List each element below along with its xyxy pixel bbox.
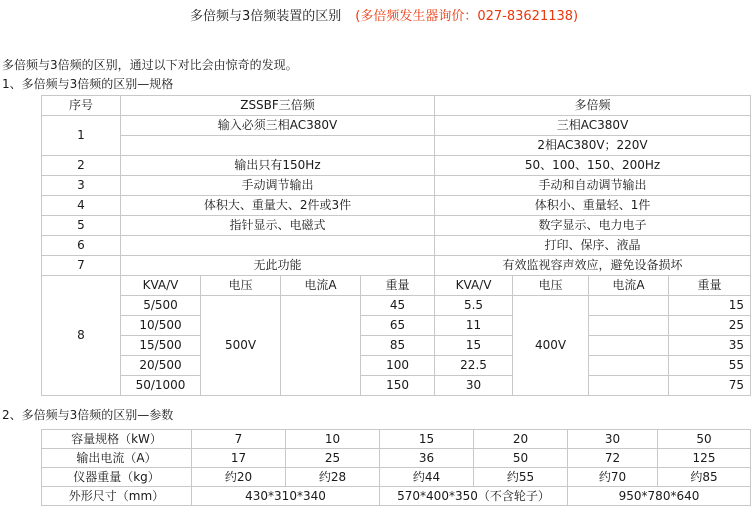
cell-weight: 100 [361,356,435,376]
table-row [42,256,751,276]
table-row [42,156,751,176]
row-no: 7 [42,256,121,276]
cell-kva: 5.5 [435,296,513,316]
cell-value: 10 [286,430,380,449]
cell-value: 约55 [474,468,568,487]
cell-dimension: 570*400*350（不含轮子） [380,487,568,506]
table-row [42,276,751,296]
cell-weight: 45 [361,296,435,316]
table-row [42,236,751,256]
row-no: 4 [42,196,121,216]
cell-value: 50 [474,449,568,468]
table-row [42,316,751,336]
cell-current-empty [589,376,669,396]
cell-triple: 体积大、重量大、2件或3件 [121,196,435,216]
cell-value: 72 [568,449,658,468]
table-row [42,376,751,396]
table-row [42,176,751,196]
row-no: 6 [42,236,121,256]
sub-header-voltage: 电压 [513,276,589,296]
table-row [42,336,751,356]
cell-kva: 15 [435,336,513,356]
cell-dimension: 430*310*340 [192,487,380,506]
cell-value: 7 [192,430,286,449]
spec-comparison-table [41,95,751,396]
table-row [42,136,751,156]
intro-text: 多倍频与3倍频的区别，通过以下对比会由惊奇的发现。 [2,58,298,72]
cell-triple: 手动调节输出 [121,176,435,196]
cell-value: 50 [658,430,751,449]
cell-kva: 10/500 [121,316,201,336]
cell-weight: 85 [361,336,435,356]
cell-triple-empty [121,136,435,156]
cell-multi: 打印、保序、液晶 [435,236,751,256]
table-row [42,296,751,316]
row-label: 外形尺寸（mm） [42,487,192,506]
col-header-triple: ZSSBF三倍频 [121,96,435,116]
cell-value: 17 [192,449,286,468]
cell-weight: 75 [669,376,751,396]
cell-kva: 50/1000 [121,376,201,396]
section2-heading: 2、多倍频与3倍频的区别—参数 [2,408,174,422]
cell-kva: 30 [435,376,513,396]
cell-kva: 11 [435,316,513,336]
cell-current-empty [589,336,669,356]
cell-value: 25 [286,449,380,468]
row-no: 1 [42,116,121,156]
cell-weight: 65 [361,316,435,336]
cell-kva: 5/500 [121,296,201,316]
title-text: 多倍频与3倍频装置的区别 [190,9,342,24]
cell-multi: 2相AC380V；220V [435,136,751,156]
inquiry-link[interactable]: (多倍频发生器询价：027-83621138) [355,9,579,24]
cell-value: 约28 [286,468,380,487]
parameter-table [41,429,751,506]
cell-dimension: 950*780*640 [568,487,751,506]
cell-current-empty [281,296,361,396]
cell-weight: 15 [669,296,751,316]
col-header-no: 序号 [42,96,121,116]
cell-value: 36 [380,449,474,468]
cell-multi: 体积小、重量轻、1件 [435,196,751,216]
cell-triple: 输入必须三相AC380V [121,116,435,136]
cell-kva: 15/500 [121,336,201,356]
row-label: 仪器重量（kg） [42,468,192,487]
cell-multi: 50、100、150、200Hz [435,156,751,176]
cell-multi: 有效监视容声效应，避免设备损坏 [435,256,751,276]
row-no: 2 [42,156,121,176]
table-row [42,116,751,136]
cell-value: 125 [658,449,751,468]
cell-value: 约70 [568,468,658,487]
sub-header-kva: KVA/V [435,276,513,296]
cell-weight: 35 [669,336,751,356]
cell-kva: 20/500 [121,356,201,376]
table-row [42,449,751,468]
cell-triple [121,236,435,256]
table-row [42,487,751,506]
cell-weight: 150 [361,376,435,396]
cell-value: 30 [568,430,658,449]
cell-voltage: 500V [201,296,281,396]
row-no: 3 [42,176,121,196]
cell-value: 约85 [658,468,751,487]
sub-header-current: 电流A [589,276,669,296]
table-header-row [42,96,751,116]
sub-header-weight: 重量 [361,276,435,296]
cell-multi: 手动和自动调节输出 [435,176,751,196]
cell-value: 约20 [192,468,286,487]
sub-header-kva: KVA/V [121,276,201,296]
sub-header-weight: 重量 [669,276,751,296]
row-label: 输出电流（A） [42,449,192,468]
cell-value: 约44 [380,468,474,487]
table-row [42,468,751,487]
cell-kva: 22.5 [435,356,513,376]
table-row [42,430,751,449]
cell-triple: 输出只有150Hz [121,156,435,176]
cell-triple: 指针显示、电磁式 [121,216,435,236]
cell-value: 15 [380,430,474,449]
section1-heading: 1、多倍频与3倍频的区别—规格 [2,77,174,91]
table-row [42,196,751,216]
cell-value: 20 [474,430,568,449]
sub-header-current: 电流A [281,276,361,296]
cell-current-empty [589,316,669,336]
cell-triple: 无此功能 [121,256,435,276]
cell-multi: 数字显示、电力电子 [435,216,751,236]
row-no: 8 [42,276,121,396]
row-label: 容量规格（kW） [42,430,192,449]
cell-voltage: 400V [513,296,589,396]
page-title [190,5,578,24]
cell-current-empty [589,356,669,376]
row-no: 5 [42,216,121,236]
cell-current-empty [589,296,669,316]
sub-header-voltage: 电压 [201,276,281,296]
col-header-multi: 多倍频 [435,96,751,116]
table-row [42,216,751,236]
cell-weight: 25 [669,316,751,336]
cell-weight: 55 [669,356,751,376]
table-row [42,356,751,376]
cell-multi: 三相AC380V [435,116,751,136]
